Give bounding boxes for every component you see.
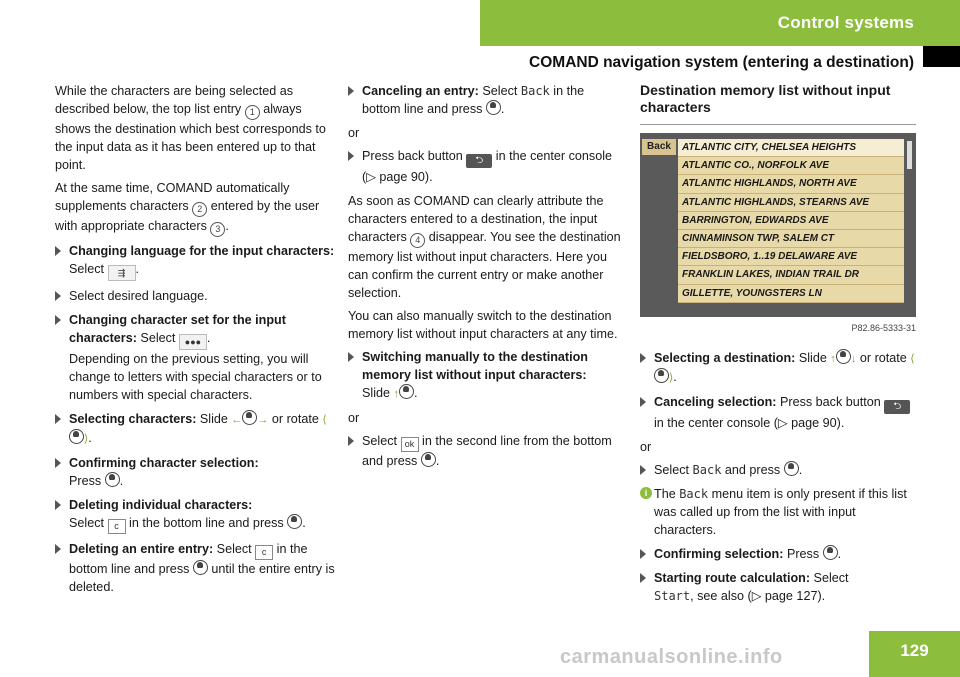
back-menu-item: Back: [642, 139, 676, 155]
comand-screen-image: [640, 133, 916, 317]
page-number: 129: [869, 631, 960, 677]
paragraph: As soon as COMAND can clearly attribute the characters entered to a destination, the input characters 4 disappear. You see the destination memory list without input characters. Here you can confirm the current entry or make another selection.: [348, 194, 621, 300]
page-subtitle: COMAND navigation system (entering a destination): [529, 54, 914, 71]
instruction-item: Canceling selection: Press back button ⮌ in the center console (▷ page 90).: [640, 393, 916, 432]
instruction-item: Confirming selection: Press .: [640, 545, 916, 563]
knob-press-icon: [421, 452, 436, 467]
instruction-item: Deleting an entire entry: Select c in the bottom line and press until the entire entry is deleted.: [55, 540, 335, 596]
destination-entry: ATLANTIC CITY, CHELSEA HEIGHTS: [678, 139, 904, 157]
info-icon: i: [640, 487, 652, 499]
back-button-icon: ⮌: [466, 154, 492, 168]
instruction-item: Press back button ⮌ in the center console (▷ page 90).: [348, 147, 626, 186]
back-button-icon: ⮌: [884, 400, 910, 414]
image-caption: P82.86-5333-31: [851, 323, 916, 333]
destination-entry: FIELDSBORO, 1..19 DELAWARE AVE: [678, 248, 904, 266]
page-ref-icon: ▷: [366, 170, 380, 184]
instruction-item: Starting route calculation: Select Start, see also (▷ page 127).: [640, 569, 916, 605]
language-icon: ⇶: [108, 265, 136, 281]
knob-press-icon: [486, 100, 501, 115]
header-marker: [923, 46, 960, 67]
arrow-bullet-icon: [640, 465, 646, 475]
callout-number: 3: [210, 222, 225, 237]
paragraph: You can also manually switch to the destination memory list without input characters at any time.: [348, 309, 618, 341]
instruction-item: Select Back and press .: [640, 461, 916, 479]
destination-entry: ATLANTIC HIGHLANDS, STEARNS AVE: [678, 194, 904, 212]
arrow-bullet-icon: [55, 500, 61, 510]
instruction-item: Changing character set for the input characters: Select ●●● . Depending on the previous setting, you will change to letters with special characters or to numbers with special characters.: [55, 311, 335, 404]
instruction-item: Changing language for the input characters: Select ⇶ .: [55, 242, 335, 281]
destination-entry: ATLANTIC HIGHLANDS, NORTH AVE: [678, 175, 904, 193]
page-ref-icon: ▷: [777, 416, 792, 430]
rotate-icon: ⟨⟩: [69, 414, 327, 445]
column-1: [55, 82, 335, 602]
instruction-item: Switching manually to the destination memory list without input characters: Slide ↑ .: [348, 348, 626, 403]
destination-entry: CINNAMINSON TWP, SALEM CT: [678, 230, 904, 248]
slide-up-icon: ↑: [394, 388, 415, 400]
slide-up-down-icon: ↑ ↓: [830, 353, 856, 365]
instruction-item: Selecting characters: Slide ← → or rotate ⟨⟩.: [55, 410, 335, 448]
arrow-bullet-icon: [640, 573, 646, 583]
slide-left-right-icon: ← →: [231, 414, 268, 426]
destination-entry: FRANKLIN LAKES, INDIAN TRAIL DR: [678, 266, 904, 284]
or-text: or: [348, 126, 360, 140]
arrow-bullet-icon: [55, 246, 61, 256]
instruction-item: Confirming character selection: Press .: [55, 454, 335, 490]
destination-entry: GILLETTE, YOUNGSTERS LN: [678, 285, 904, 303]
callout-number: 2: [192, 202, 207, 217]
delete-key: c: [255, 545, 273, 560]
knob-press-icon: [823, 545, 838, 560]
instruction-item: Selecting a destination: Slide ↑ ↓ or rotate ⟨⟩.: [640, 349, 916, 387]
arrow-bullet-icon: [348, 352, 354, 362]
arrow-bullet-icon: [348, 436, 354, 446]
instruction-item: Deleting individual characters: Select c in the bottom line and press .: [55, 496, 335, 534]
instruction-item: Select ok in the second line from the bottom and press .: [348, 432, 626, 470]
delete-key: c: [108, 519, 126, 534]
knob-press-icon: [193, 560, 208, 575]
arrow-bullet-icon: [640, 353, 646, 363]
page-ref-icon: ▷: [751, 589, 765, 603]
instruction-item: Select desired language.: [55, 287, 335, 305]
destination-entry: ATLANTIC CO., NORFOLK AVE: [678, 157, 904, 175]
rotate-icon: ⟨⟩: [654, 353, 915, 384]
paragraph: At the same time, COMAND automatically supplements characters 2 entered by the user with appropriate characters 3 .: [55, 179, 335, 237]
divider: [640, 124, 916, 125]
arrow-bullet-icon: [640, 397, 646, 407]
section-tab: [480, 0, 960, 46]
column-3: [640, 82, 916, 611]
arrow-bullet-icon: [55, 315, 61, 325]
or-text: or: [640, 440, 652, 454]
knob-press-icon: [287, 514, 302, 529]
arrow-bullet-icon: [55, 458, 61, 468]
arrow-bullet-icon: [55, 544, 61, 554]
knob-press-icon: [784, 461, 799, 476]
arrow-bullet-icon: [640, 549, 646, 559]
watermark: carmanualsonline.info: [560, 646, 783, 668]
paragraph: While the characters are being selected as described below, the top list entry 1 always shows the destination which best corresponds to the input data as it has been entered up to that point.: [55, 84, 326, 172]
callout-number: 4: [410, 233, 425, 248]
arrow-bullet-icon: [55, 291, 61, 301]
instruction-item: Canceling an entry: Select Back in the bottom line and press .: [348, 82, 626, 118]
destination-entry: BARRINGTON, EDWARDS AVE: [678, 212, 904, 230]
arrow-bullet-icon: [55, 414, 61, 424]
scrollbar: [907, 141, 912, 169]
or-text: or: [348, 411, 360, 425]
section-title: Control systems: [777, 13, 914, 32]
callout-number: 1: [245, 105, 260, 120]
column-2: [348, 82, 626, 476]
info-note: i The Back menu item is only present if this list was called up from the list with input characters.: [640, 485, 916, 539]
knob-press-icon: [105, 472, 120, 487]
arrow-bullet-icon: [348, 86, 354, 96]
arrow-bullet-icon: [348, 151, 354, 161]
section-heading: Destination memory list without input characters: [640, 82, 891, 115]
character-set-icon: ●●●: [179, 334, 207, 350]
ok-key: ok: [401, 437, 419, 452]
destination-list: [678, 139, 904, 303]
